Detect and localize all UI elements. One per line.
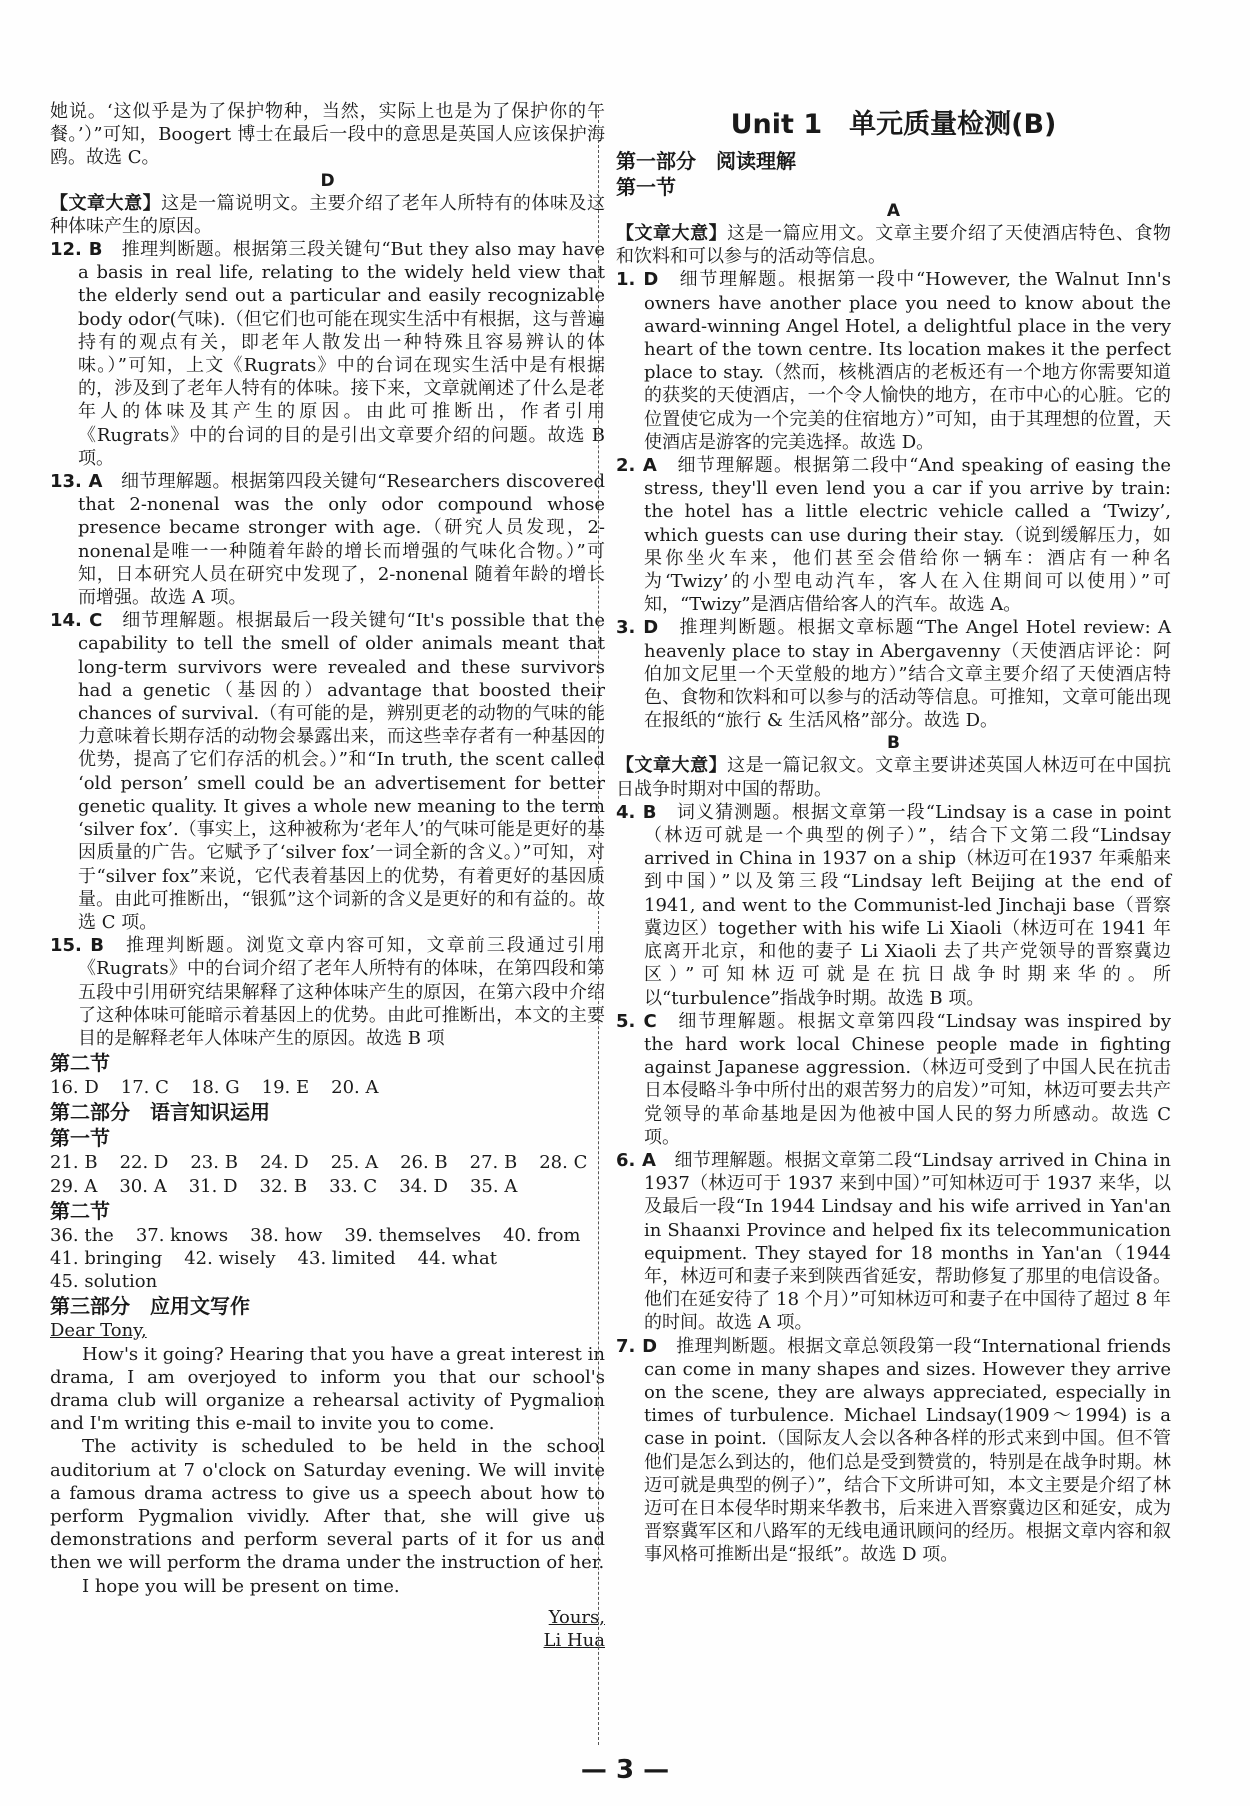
answer-explanation: 细节理解题。根据第二段中“And speaking of easing the stress, they'll even lend you a car if you arrive by train: the hotel has a little electric vehicle called a ‘Twizy’, which guests can use during their stay.（说到缓解压力，如果你坐火车来，他们甚至会借给你一辆车：酒店有一种名为‘Twizy’的小型电动汽车，客人在入住期间可以使用）”可知，“Twizy”是酒店借给客人的汽车。故选 A。	[644, 455, 1172, 616]
part-2-section-1-heading: 第一节	[50, 1126, 110, 1151]
answer-explanation: 细节理解题。根据第四段关键句“Researchers discovered that 2-nonenal was the only odor compound whose presence became stronger with age.（研究人员发现，2-nonenal是唯一一种随着年龄的增长而增强的气味化合物。）”可知，日本研究人员在研究中发现了，2-nonenal 随着年龄的增长而增强。故选 A 项。	[78, 471, 605, 609]
answer-number: 12. B	[50, 239, 103, 261]
answer-number: 15. B	[50, 935, 104, 957]
answer-45	[50, 1270, 605, 1293]
answer-item	[616, 1149, 1171, 1335]
answer-cell: 39. themselves	[344, 1224, 481, 1246]
answer-cell: 33. C	[329, 1175, 378, 1197]
answer-cell: 45. solution	[50, 1271, 158, 1293]
answer-cell: 37. knows	[135, 1224, 229, 1246]
answer-cell: 26. B	[400, 1152, 448, 1174]
answer-item	[616, 454, 1171, 616]
letter-closing: Yours,	[548, 1606, 605, 1628]
answer-cell: 38. how	[250, 1224, 323, 1246]
summary-label: 【文章大意】	[616, 755, 728, 777]
part-1-heading: 第一部分 阅读理解	[616, 149, 796, 173]
answer-item	[616, 1010, 1171, 1149]
answer-explanation: 细节理解题。根据第一段中“However, the Walnut Inn's owners have another place you need to know about the award-winning Angel Hotel, a delightful place in the very heart of the town centre. Its location makes it the perfect place to stay.（然而，核桃酒店的老板还有一个地方你需要知道的获奖的天使酒店，一个令人愉快的地方，在市中心的心脏。它的位置使它成为一个完美的住宿地方）”可知，由于其理想的位置，天使酒店是游客的完美选择。故选 D。	[644, 269, 1171, 453]
answer-cell: 36. the	[50, 1224, 114, 1246]
passage-d-summary	[50, 192, 605, 238]
answer-cell: 29. A	[50, 1175, 98, 1197]
part-2-section-2-heading: 第二节	[50, 1198, 110, 1223]
left-column	[50, 100, 605, 1652]
answer-explanation: 推理判断题。根据文章标题“The Angel Hotel review: A heavenly place to stay in Abergavenny（天使酒店评论：阿伯加文尼里一个天堂般的地方）”结合文章主要介绍了天使酒店特色、食物和饮料和可以参与的活动等信息。可推知，文章可能出现在报纸的“旅行 & 生活风格”部分。故选 D。	[644, 617, 1172, 732]
passage-a-summary	[616, 222, 1171, 268]
answer-cell: 16. D	[50, 1077, 99, 1099]
summary-text: 这是一篇说明文。主要介绍了老年人所特有的体味及这种体味产生的原因。	[50, 192, 606, 237]
answer-cell: 40. from	[502, 1224, 581, 1246]
letter-paragraph-1: How's it going? Hearing that you have a great interest in drama, I am overjoyed to inform you that our school's drama club will organize a rehearsal activity of Pygmalion and I'm writing this e-mail to invite you to come.	[50, 1343, 605, 1435]
answer-item	[616, 616, 1171, 732]
answer-item	[616, 1335, 1171, 1567]
answer-number: 6. A	[616, 1149, 656, 1171]
answer-number: 2. A	[616, 455, 657, 477]
answer-cell: 30. A	[119, 1175, 167, 1197]
summary-label: 【文章大意】	[50, 192, 162, 214]
answer-cell: 42. wisely	[184, 1247, 276, 1269]
answer-explanation: 细节理解题。根据文章第二段“Lindsay arrived in China in 1937（林迈可于 1937 来到中国）”可知林迈可于 1937 来华，以及最后一段“In 1944 Lindsay and his wife arrived in Yan'an in Shaanxi Province and helped fix its telecommunication equipment. They stayed for 18 months in Yan'an（1944 年，林迈可和妻子来到陕西省延安，帮助修复了那里的电信设备。他们在延安待了 18 个月）”可知林迈可和妻子在中国待了超过 8 年的时间。故选 A 项。	[644, 1149, 1171, 1334]
answer-number: 5. C	[616, 1010, 657, 1032]
answer-number: 14. C	[50, 610, 103, 632]
answer-item	[50, 609, 605, 934]
answer-list-1-3	[616, 268, 1171, 732]
right-column	[616, 104, 1171, 1567]
answer-number: 13. A	[50, 471, 103, 493]
answer-list-12-15	[50, 238, 605, 1050]
answer-cell: 18. G	[190, 1077, 240, 1099]
answers-21-28	[50, 1151, 605, 1174]
answer-item	[616, 801, 1171, 1010]
passage-b-summary	[616, 754, 1171, 800]
part-2-heading: 第二部分 语言知识运用	[50, 1100, 270, 1125]
answer-explanation: 细节理解题。根据文章第四段“Lindsay was inspired by the hard work local Chinese people made in fighting against Japanese aggression.（林迈可受到了中国人民在抗击日本侵略斗争中所付出的艰苦努力的启发）”可知，林迈可要去共产党领导的革命基地是因为他被中国人民的努力所感动。故选 C 项。	[644, 1010, 1171, 1148]
answer-cell: 25. A	[330, 1152, 379, 1174]
answers-16-20	[50, 1076, 605, 1099]
answer-number: 1. D	[616, 269, 659, 291]
summary-text: 这是一篇应用文。文章主要介绍了天使酒店特色、食物和饮料和可以参与的活动等信息。	[616, 223, 1172, 268]
letter-greeting: Dear Tony,	[50, 1320, 147, 1342]
answer-explanation: 推理判断题。根据文章总领段第一段“International friends can come in many shapes and sizes. However they arrive on the scene, they are always appreciated, especially in times of turbulence. Michael Lindsay(1909～1994) is a case in point.（国际友人会以各种各样的形式来到中国。但不管他们是怎么到达的，他们总是受到赞赏的，特别是在战争时期。林迈可就是典型的例子）”，结合下文所讲可知，本文主要是介绍了林迈可在日本侵华时期来华教书，后来进入晋察冀边区和延安，成为晋察冀军区和八路军的无线电通讯顾问的经历。根据文章内容和叙事风格可推断出是“报纸”。故选 D 项。	[644, 1335, 1171, 1566]
answer-cell: 28. C	[539, 1152, 588, 1174]
answer-explanation: 推理判断题。浏览文章内容可知，文章前三段通过引用《Rugrats》中的台词介绍了老年人所特有的体味，在第四段和第五段中引用研究结果解释了这种体味产生的原因，在第六段中介绍了这种体味可能暗示着基因上的优势。由此可推断出，本文的主要目的是解释老年人体味产生的原因。故选 B 项	[78, 935, 606, 1049]
answer-number: 7. D	[616, 1335, 658, 1357]
answer-explanation: 推理判断题。根据第三段关键句“But they also may have a basis in real life, relating to the widely held view that the elderly send out a particular and easily recognizable body odor(气味).（但它们也可能在现实生活中有根据，这与普遍持有的观点有关，即老年人散发出一种特殊且容易辨认的体味。）”可知，上文《Rugrats》中的台词在现实生活中是有根据的，涉及到了老年人特有的体味。接下来，文章就阐述了什么是老年人的体味及其产生的原因。由此可推断出，作者引用《Rugrats》中的台词的目的是引出文章要介绍的问题。故选 B 项。	[78, 239, 606, 469]
answer-explanation: 细节理解题。根据最后一段关键句“It's possible that the capability to tell the smell of older animals meant that long-term survivors were revealed and these survivors had a genetic（基因的）advantage that boosted their chances of survival.（有可能的是，辨别更老的动物的气味的能力意味着长期存活的动物会暴露出来，而这些幸存者有一种基因的优势，提高了它们存活的机会。）”和“In truth, the scent called ‘old person’ smell could be an advertisement for better genetic quality. It gives a whole new meaning to the term ‘silver fox’.（事实上，这种被称为‘老年人’的气味可能是更好的基因质量的广告。它赋予了‘silver fox’一词全新的含义。）”可知，对于“silver fox”来说，它代表着基因上的优势，有着更好的基因质量。由此可推断出，“银狐”这个词新的含义是更好的和有益的。故选 C 项。	[78, 610, 606, 933]
answer-cell: 19. E	[261, 1077, 310, 1099]
unit-title: Unit 1 单元质量检测(B)	[730, 109, 1057, 140]
answers-41-44	[50, 1247, 605, 1270]
answers-29-35	[50, 1175, 605, 1198]
answer-cell: 22. D	[119, 1152, 169, 1174]
section-2-heading: 第二节	[50, 1051, 110, 1076]
summary-text: 这是一篇记叙文。文章主要讲述英国人林迈可在中国抗日战争时期对中国的帮助。	[616, 755, 1172, 800]
answer-number: 4. B	[616, 801, 657, 823]
page-number: — 3 —	[580, 1755, 670, 1785]
letter-paragraph-3: I hope you will be present on time.	[82, 1575, 400, 1597]
answer-cell: 23. B	[190, 1152, 238, 1174]
answer-cell: 34. D	[399, 1175, 448, 1197]
answer-cell: 17. C	[120, 1077, 169, 1099]
answer-cell: 32. B	[259, 1175, 308, 1197]
letter-paragraph-2: The activity is scheduled to be held in the school auditorium at 7 o'clock on Saturday evening. We will invite a famous drama actress to give us a speech about how to perform Pygmalion vividly. After that, she will give us demonstrations and perform several parts of it for us and then we will perform the drama under the instruction of her.	[50, 1436, 605, 1574]
summary-label: 【文章大意】	[616, 223, 728, 244]
answer-cell: 35. A	[469, 1175, 518, 1197]
answer-item	[50, 470, 605, 609]
passage-d-heading: D	[320, 170, 335, 191]
answer-cell: 27. B	[469, 1152, 518, 1174]
column-divider	[598, 105, 599, 1745]
answers-36-40	[50, 1224, 605, 1247]
intro-paragraph: 她说。‘这似乎是为了保护物种，当然，实际上也是为了保护你的午餐。’）”可知，Boogert 博士在最后一段中的意思是英国人应该保护海鸥。故选 C。	[50, 101, 605, 169]
answer-item	[616, 268, 1171, 454]
answer-cell: 44. what	[417, 1247, 497, 1269]
model-letter	[50, 1319, 605, 1652]
answer-number: 3. D	[616, 617, 659, 639]
answer-explanation: 词义猜测题。根据文章第一段“Lindsay is a case in point（林迈可就是一个典型的例子）”，结合下文第二段“Lindsay arrived in China in 1937 on a ship（林迈可在1937 年乘船来到中国）”以及第三段“Lindsay left Beijing at the end of 1941, and went to the Communist-led Jinchaji base（晋察冀边区）together with his wife Li Xiaoli（林迈可在 1941 年底离开北京，和他的妻子 Li Xiaoli 去了共产党领导的晋察冀边区）”可知林迈可就是在抗日战争时期来华的。所以“turbulence”指战争时期。故选 B 项。	[644, 801, 1171, 1009]
answer-cell: 20. A	[331, 1077, 379, 1099]
answer-cell: 43. limited	[297, 1247, 396, 1269]
passage-a-heading: A	[886, 201, 901, 221]
answer-cell: 41. bringing	[50, 1247, 163, 1269]
answer-list-4-7	[616, 801, 1171, 1567]
letter-signature: Li Hua	[543, 1629, 605, 1651]
passage-b-heading: B	[887, 733, 900, 754]
answer-cell: 31. D	[188, 1175, 238, 1197]
answer-cell: 24. D	[259, 1152, 309, 1174]
part-3-heading: 第三部分 应用文写作	[50, 1294, 250, 1319]
answer-item	[50, 238, 605, 470]
part-1-section-1-heading: 第一节	[616, 175, 676, 199]
answer-item	[50, 934, 605, 1050]
answer-cell: 21. B	[50, 1152, 98, 1174]
